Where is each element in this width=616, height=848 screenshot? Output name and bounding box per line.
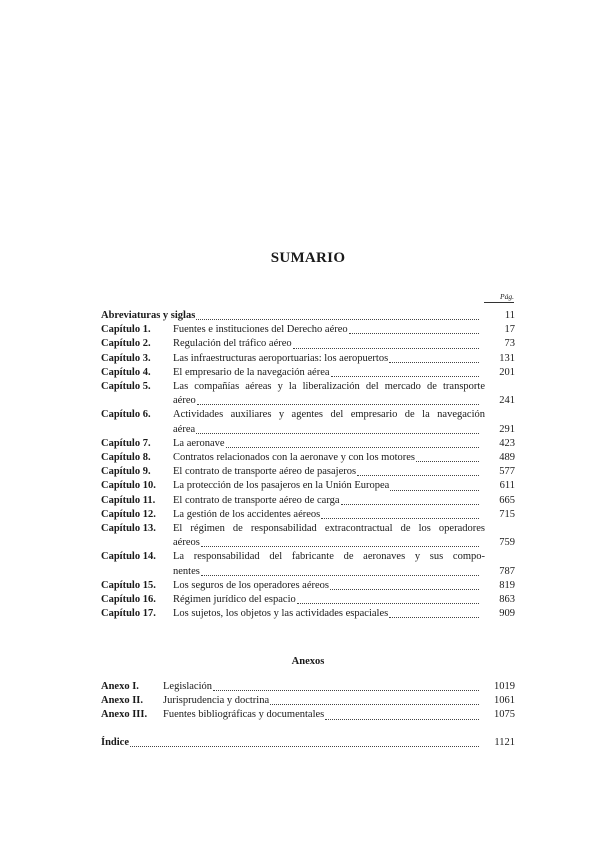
toc-entry-title: Jurisprudencia y doctrina: [163, 695, 270, 707]
toc-entry-chapter-7[interactable]: [101, 437, 515, 451]
toc-entry-text: [173, 593, 485, 607]
toc-entry-title-line2: [173, 423, 485, 437]
toc-entry-chapter-14[interactable]: [101, 550, 515, 578]
toc-entry-title-line1: El régimen de responsabilidad extracontractual de los operadores: [173, 523, 485, 535]
toc-page-number: 909: [499, 608, 515, 620]
toc-page-number: 131: [499, 352, 515, 364]
toc-page-number: 241: [499, 395, 515, 407]
dot-leader: [270, 703, 479, 705]
page-column-header: Pág.: [484, 292, 514, 303]
dot-leader: [416, 460, 479, 462]
toc-entry-label: Capítulo 12.: [101, 508, 156, 520]
dot-leader: [201, 574, 479, 576]
dot-leader: [390, 489, 479, 491]
toc-entry-chapter-8[interactable]: [101, 451, 515, 465]
toc-page-number: 423: [499, 437, 515, 449]
toc-page-number: 1019: [494, 681, 515, 692]
toc-entry-title-line2-text: aérea: [173, 423, 196, 435]
toc-page-number: 611: [499, 480, 515, 492]
toc-page-number: 11: [504, 310, 515, 321]
toc-entry-label: Anexo II.: [101, 695, 144, 707]
toc-entry-label: Capítulo 10.: [101, 480, 156, 492]
anexos-heading: Anexos: [291, 656, 325, 667]
toc-entry-chapter-1[interactable]: [101, 323, 515, 337]
toc-entry-anexo-1[interactable]: [101, 680, 515, 694]
toc-page-number: 291: [499, 423, 515, 435]
toc-entry-anexo-2[interactable]: [101, 694, 515, 708]
toc-entry-title: La aeronave: [173, 437, 225, 449]
toc-page-number: 73: [504, 338, 515, 350]
toc-page-number: 1061: [494, 695, 515, 707]
dot-leader: [389, 616, 479, 618]
toc-entry-label: Capítulo 17.: [101, 608, 156, 620]
toc-entry-chapter-17[interactable]: [101, 607, 515, 621]
toc-entry-title-line2-text: aéreo: [173, 395, 196, 407]
toc-entry-text: [173, 607, 485, 621]
toc-entry-label: Capítulo 13.: [101, 523, 156, 535]
toc-entry-label: Capítulo 2.: [101, 338, 151, 350]
toc-entry-title: Los sujetos, los objetos y las actividades espaciales: [173, 608, 389, 620]
toc-entry-text: [173, 479, 485, 493]
toc-page-number: 819: [499, 579, 515, 591]
toc-entry-title: El contrato de transporte aéreo de carga: [173, 494, 340, 506]
toc-entry-label: Capítulo 11.: [101, 494, 156, 506]
toc-page-number: 17: [504, 324, 515, 336]
table-of-contents: [101, 309, 515, 621]
toc-entry-title-line1: La responsabilidad del fabricante de aeronaves y sus compo-: [173, 551, 485, 563]
toc-entry-title-line2-text: nentes: [173, 565, 200, 577]
toc-entry-title: El empresario de la navegación aérea: [173, 366, 330, 378]
toc-entry-title: Los seguros de los operadores aéreos: [173, 579, 329, 591]
dot-leader: [213, 689, 479, 691]
toc-entry-label: Capítulo 9.: [101, 466, 151, 478]
toc-entry-title-line2: [173, 394, 485, 408]
toc-entry-label: Capítulo 3.: [101, 352, 151, 364]
dot-leader: [201, 545, 479, 547]
toc-entry-title: Fuentes e instituciones del Derecho aéreo: [173, 324, 348, 336]
toc-entry-text: [173, 337, 485, 351]
toc-entry-chapter-12[interactable]: [101, 508, 515, 522]
toc-entry-text: [163, 694, 485, 708]
toc-entry-title: Régimen jurídico del espacio: [173, 594, 296, 606]
page-title: SUMARIO: [270, 250, 346, 266]
toc-entry-title: Fuentes bibliográficas y documentales: [163, 709, 325, 721]
toc-entry-label: Capítulo 16.: [101, 594, 156, 606]
toc-entry-label: Capítulo 4.: [101, 366, 151, 378]
toc-entry-text: [173, 508, 485, 522]
dot-leader: [357, 474, 479, 476]
toc-page-number: 577: [499, 466, 515, 478]
toc-entry-text: [173, 408, 485, 436]
toc-entry-title: Contratos relacionados con la aeronave y con los motores: [173, 452, 416, 464]
toc-entry-text: [173, 579, 485, 593]
toc-entry-anexo-3[interactable]: [101, 708, 515, 722]
toc-entry-chapter-13[interactable]: [101, 522, 515, 550]
dot-leader: [226, 446, 479, 448]
toc-entry-text: [173, 465, 485, 479]
toc-entry-label: Capítulo 6.: [101, 409, 151, 421]
toc-entry-text: [173, 494, 485, 508]
toc-entry-chapter-2[interactable]: [101, 337, 515, 351]
dot-leader: [349, 332, 479, 334]
dot-leader: [325, 718, 479, 720]
toc-entry-chapter-9[interactable]: [101, 465, 515, 479]
toc-entry-label: Capítulo 15.: [101, 579, 156, 591]
toc-entry-chapter-11[interactable]: [101, 494, 515, 508]
dot-leader: [130, 745, 479, 747]
toc-entry-chapter-6[interactable]: [101, 408, 515, 436]
dot-leader: [196, 432, 479, 434]
toc-entry-label: Capítulo 1.: [101, 324, 151, 336]
dot-leader: [297, 602, 479, 604]
toc-entry-title: Las infraestructuras aeroportuarias: los aeropuertos: [173, 352, 389, 364]
toc-entry-title-line2-text: aéreos: [173, 537, 200, 549]
dot-leader: [389, 361, 479, 363]
toc-entry-text: [173, 451, 485, 465]
toc-page-number: 665: [499, 494, 515, 506]
dot-leader: [293, 347, 479, 349]
toc-page-number: 201: [499, 366, 515, 378]
toc-entry-title: El contrato de transporte aéreo de pasajeros: [173, 466, 357, 478]
toc-entry-text: [163, 708, 485, 722]
toc-entry-title-line1: Actividades auxiliares y agentes del empresario de la navegación: [173, 409, 485, 421]
toc-entry-chapter-3[interactable]: [101, 352, 515, 366]
toc-entry-label: Anexo III.: [101, 709, 148, 721]
toc-page-number: 1121: [494, 737, 515, 748]
toc-entry-text: [173, 366, 485, 380]
toc-entry-text: [173, 380, 485, 408]
dot-leader: [196, 318, 479, 320]
toc-entry-text: [173, 437, 485, 451]
toc-entry-label: Capítulo 7.: [101, 437, 151, 449]
toc-page-number: 1075: [494, 709, 515, 721]
toc-entry-indice[interactable]: [101, 736, 515, 750]
toc-entry-chapter-4[interactable]: [101, 366, 515, 380]
toc-entry-title: La gestión de los accidentes aéreos: [173, 508, 321, 520]
toc-page-number: 759: [499, 537, 515, 549]
toc-entry-text: [173, 323, 485, 337]
toc-entry-text: [173, 550, 485, 578]
toc-entry-text: [163, 680, 485, 694]
toc-entry-title: Abreviaturas y siglas: [101, 310, 196, 321]
toc-page-number: 863: [499, 594, 515, 606]
toc-entry-title-line2: [173, 565, 485, 579]
toc-entry-chapter-5[interactable]: [101, 380, 515, 408]
toc-entry-text: [173, 352, 485, 366]
toc-entry-title: Índice: [101, 737, 130, 748]
dot-leader: [330, 588, 479, 590]
toc-page-number: 489: [499, 452, 515, 464]
chapter-list: [101, 323, 515, 621]
toc-entry-label: Capítulo 14.: [101, 551, 156, 563]
toc-entry-label: Capítulo 5.: [101, 381, 151, 393]
toc-entry-chapter-16[interactable]: [101, 593, 515, 607]
toc-entry-title-line2: [173, 536, 485, 550]
toc-entry-chapter-15[interactable]: [101, 579, 515, 593]
toc-entry-title: Legislación: [163, 681, 212, 692]
toc-page-number: 715: [499, 508, 515, 520]
dot-leader: [197, 403, 479, 405]
toc-entry-label: Capítulo 8.: [101, 452, 151, 464]
toc-entry-text: [173, 522, 485, 550]
dot-leader: [321, 517, 479, 519]
toc-entry-title: Regulación del tráfico aéreo: [173, 338, 292, 350]
toc-page-number: 787: [499, 565, 515, 577]
toc-entry-label: Anexo I.: [101, 681, 139, 692]
dot-leader: [331, 375, 479, 377]
toc-entry-title-line1: Las compañías aéreas y la liberalización del mercado de transporte: [173, 381, 485, 393]
toc-entry-chapter-10[interactable]: [101, 479, 515, 493]
index-section: [101, 736, 515, 750]
anexos-list: [101, 680, 515, 723]
dot-leader: [341, 503, 479, 505]
toc-entry-abreviaturas[interactable]: [101, 309, 515, 323]
toc-entry-title: La protección de los pasajeros en la Unión Europea: [173, 480, 390, 492]
